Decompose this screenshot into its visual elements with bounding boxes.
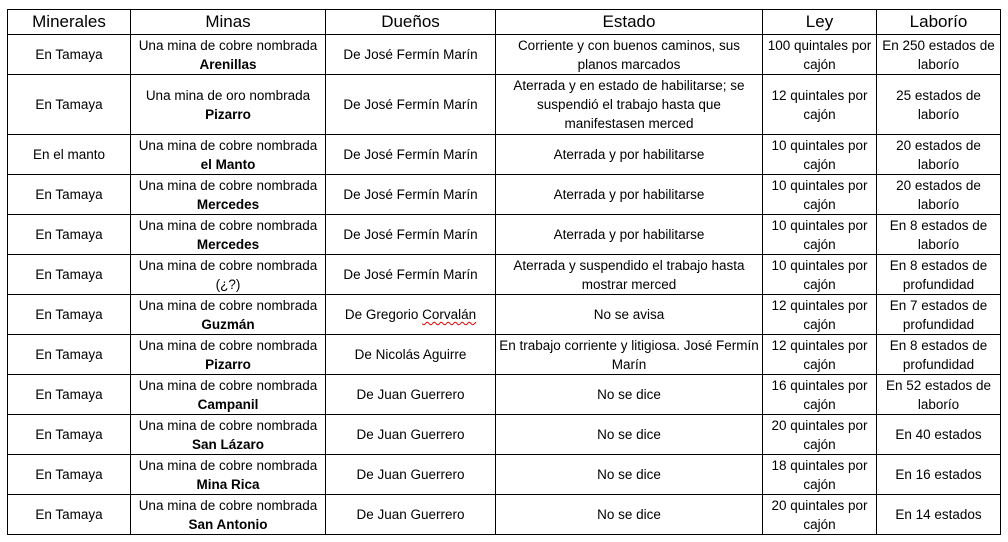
table-row	[8, 295, 1001, 335]
cell-mina	[131, 215, 326, 255]
cell-mina	[131, 255, 326, 295]
mina-prefix: Una mina de cobre nombrada	[138, 217, 318, 233]
table-row	[8, 75, 1001, 135]
cell-estado: No se dice	[496, 415, 763, 455]
mina-prefix: Una mina de cobre nombrada	[138, 37, 318, 53]
cell-mina	[131, 455, 326, 495]
mina-prefix: Una mina de oro nombrada	[145, 87, 311, 103]
table-row	[8, 375, 1001, 415]
cell-laborio: En 8 estados de laborío	[877, 215, 1001, 255]
mina-name: Arenillas	[199, 56, 257, 72]
cell-ley: 10 quintales por cajón	[763, 255, 877, 295]
cell-laborio: En 7 estados de profundidad	[877, 295, 1001, 335]
mina-prefix: Una mina de cobre nombrada	[138, 457, 318, 473]
cell-laborio: En 8 estados de profundidad	[877, 255, 1001, 295]
cell-dueno: De José Fermín Marín	[326, 35, 496, 75]
cell-estado: No se dice	[496, 495, 763, 535]
table-row	[8, 335, 1001, 375]
cell-laborio: 25 estados de laborío	[877, 75, 1001, 135]
cell-ley: 18 quintales por cajón	[763, 455, 877, 495]
cell-laborio: 20 estados de laborío	[877, 135, 1001, 175]
cell-ley: 10 quintales por cajón	[763, 175, 877, 215]
mina-name: Mercedes	[196, 196, 260, 212]
mina-name: Pizarro	[205, 106, 251, 122]
header-minas: Minas	[131, 10, 326, 35]
cell-mineral: En Tamaya	[8, 295, 131, 335]
cell-ley: 12 quintales por cajón	[763, 295, 877, 335]
table-row	[8, 215, 1001, 255]
table-row	[8, 455, 1001, 495]
cell-estado: Aterrada y por habilitarse	[496, 175, 763, 215]
cell-dueno: De José Fermín Marín	[326, 135, 496, 175]
header-laborio: Laborío	[877, 10, 1001, 35]
cell-estado: Aterrada y por habilitarse	[496, 215, 763, 255]
cell-laborio: En 16 estados	[877, 455, 1001, 495]
cell-dueno: De Nicolás Aguirre	[326, 335, 496, 375]
cell-mineral: En Tamaya	[8, 495, 131, 535]
mina-prefix: Una mina de cobre nombrada	[138, 417, 318, 433]
cell-ley: 20 quintales por cajón	[763, 415, 877, 455]
cell-mineral: En Tamaya	[8, 255, 131, 295]
cell-estado: Aterrada y suspendido el trabajo hasta mostrar merced	[496, 255, 763, 295]
cell-mineral: En Tamaya	[8, 335, 131, 375]
cell-mina	[131, 415, 326, 455]
cell-mina	[131, 375, 326, 415]
cell-laborio: En 52 estados de laborío	[877, 375, 1001, 415]
cell-dueno: De Juan Guerrero	[326, 455, 496, 495]
cell-laborio: En 40 estados	[877, 415, 1001, 455]
cell-estado: Aterrada y por habilitarse	[496, 135, 763, 175]
cell-ley: 10 quintales por cajón	[763, 215, 877, 255]
table-row	[8, 35, 1001, 75]
cell-mineral: En Tamaya	[8, 415, 131, 455]
cell-estado: No se dice	[496, 455, 763, 495]
cell-ley: 10 quintales por cajón	[763, 135, 877, 175]
cell-mina	[131, 135, 326, 175]
cell-mina	[131, 75, 326, 135]
cell-mina	[131, 495, 326, 535]
mina-prefix: Una mina de cobre nombrada	[138, 497, 318, 513]
cell-dueno: De Juan Guerrero	[326, 375, 496, 415]
cell-mineral: En Tamaya	[8, 175, 131, 215]
cell-mineral: En el manto	[8, 135, 131, 175]
mina-name: Mercedes	[196, 236, 260, 252]
cell-mina	[131, 175, 326, 215]
mina-name: San Antonio	[188, 516, 268, 532]
cell-ley: 12 quintales por cajón	[763, 335, 877, 375]
cell-estado: En trabajo corriente y litigiosa. José Fermín Marín	[496, 335, 763, 375]
cell-mineral: En Tamaya	[8, 375, 131, 415]
cell-laborio: En 8 estados de profundidad	[877, 335, 1001, 375]
cell-laborio: 20 estados de laborío	[877, 175, 1001, 215]
mina-name: Campanil	[197, 396, 259, 412]
cell-estado: Corriente y con buenos caminos, sus planos marcados	[496, 35, 763, 75]
mina-name: el Manto	[200, 156, 256, 172]
cell-dueno: De Juan Guerrero	[326, 415, 496, 455]
cell-mineral: En Tamaya	[8, 35, 131, 75]
cell-mineral: En Tamaya	[8, 455, 131, 495]
cell-estado: No se avisa	[496, 295, 763, 335]
header-ley: Ley	[763, 10, 877, 35]
cell-mineral: En Tamaya	[8, 215, 131, 255]
mina-name: Mina Rica	[196, 476, 260, 492]
cell-laborio: En 250 estados de laborío	[877, 35, 1001, 75]
header-minerales: Minerales	[8, 10, 131, 35]
mina-prefix: Una mina de cobre nombrada	[138, 297, 318, 313]
cell-dueno: De Juan Guerrero	[326, 495, 496, 535]
table-row	[8, 415, 1001, 455]
header-duenos: Dueños	[326, 10, 496, 35]
cell-dueno: De José Fermín Marín	[326, 255, 496, 295]
mina-prefix: Una mina de cobre nombrada	[138, 377, 318, 393]
table-row	[8, 495, 1001, 535]
cell-estado: No se dice	[496, 375, 763, 415]
cell-estado: Aterrada y en estado de habilitarse; se suspendió el trabajo hasta que manifestasen merced	[496, 75, 763, 135]
cell-ley: 16 quintales por cajón	[763, 375, 877, 415]
spellcheck-flagged-word: Corvalán	[422, 307, 477, 322]
cell-ley: 100 quintales por cajón	[763, 35, 877, 75]
cell-mineral: En Tamaya	[8, 75, 131, 135]
mina-name: San Lázaro	[191, 436, 265, 452]
table-row	[8, 255, 1001, 295]
cell-ley: 20 quintales por cajón	[763, 495, 877, 535]
dueno-prefix: De Gregorio	[344, 307, 423, 322]
header-row	[8, 10, 1001, 35]
mina-prefix: Una mina de cobre nombrada (¿?)	[138, 257, 318, 292]
cell-mina	[131, 295, 326, 335]
mina-prefix: Una mina de cobre nombrada	[138, 337, 318, 353]
table-row	[8, 175, 1001, 215]
mina-name: Guzmán	[201, 316, 255, 332]
cell-dueno: De José Fermín Marín	[326, 215, 496, 255]
mina-prefix: Una mina de cobre nombrada	[138, 177, 318, 193]
cell-laborio: En 14 estados	[877, 495, 1001, 535]
mina-prefix: Una mina de cobre nombrada	[138, 137, 318, 153]
header-estado: Estado	[496, 10, 763, 35]
mines-table	[7, 9, 1001, 535]
table-row	[8, 135, 1001, 175]
cell-dueno: De José Fermín Marín	[326, 175, 496, 215]
cell-dueno: De José Fermín Marín	[326, 75, 496, 135]
cell-mina	[131, 35, 326, 75]
cell-mina	[131, 335, 326, 375]
cell-dueno	[326, 295, 496, 335]
cell-ley: 12 quintales por cajón	[763, 75, 877, 135]
mina-name: Pizarro	[205, 356, 251, 372]
